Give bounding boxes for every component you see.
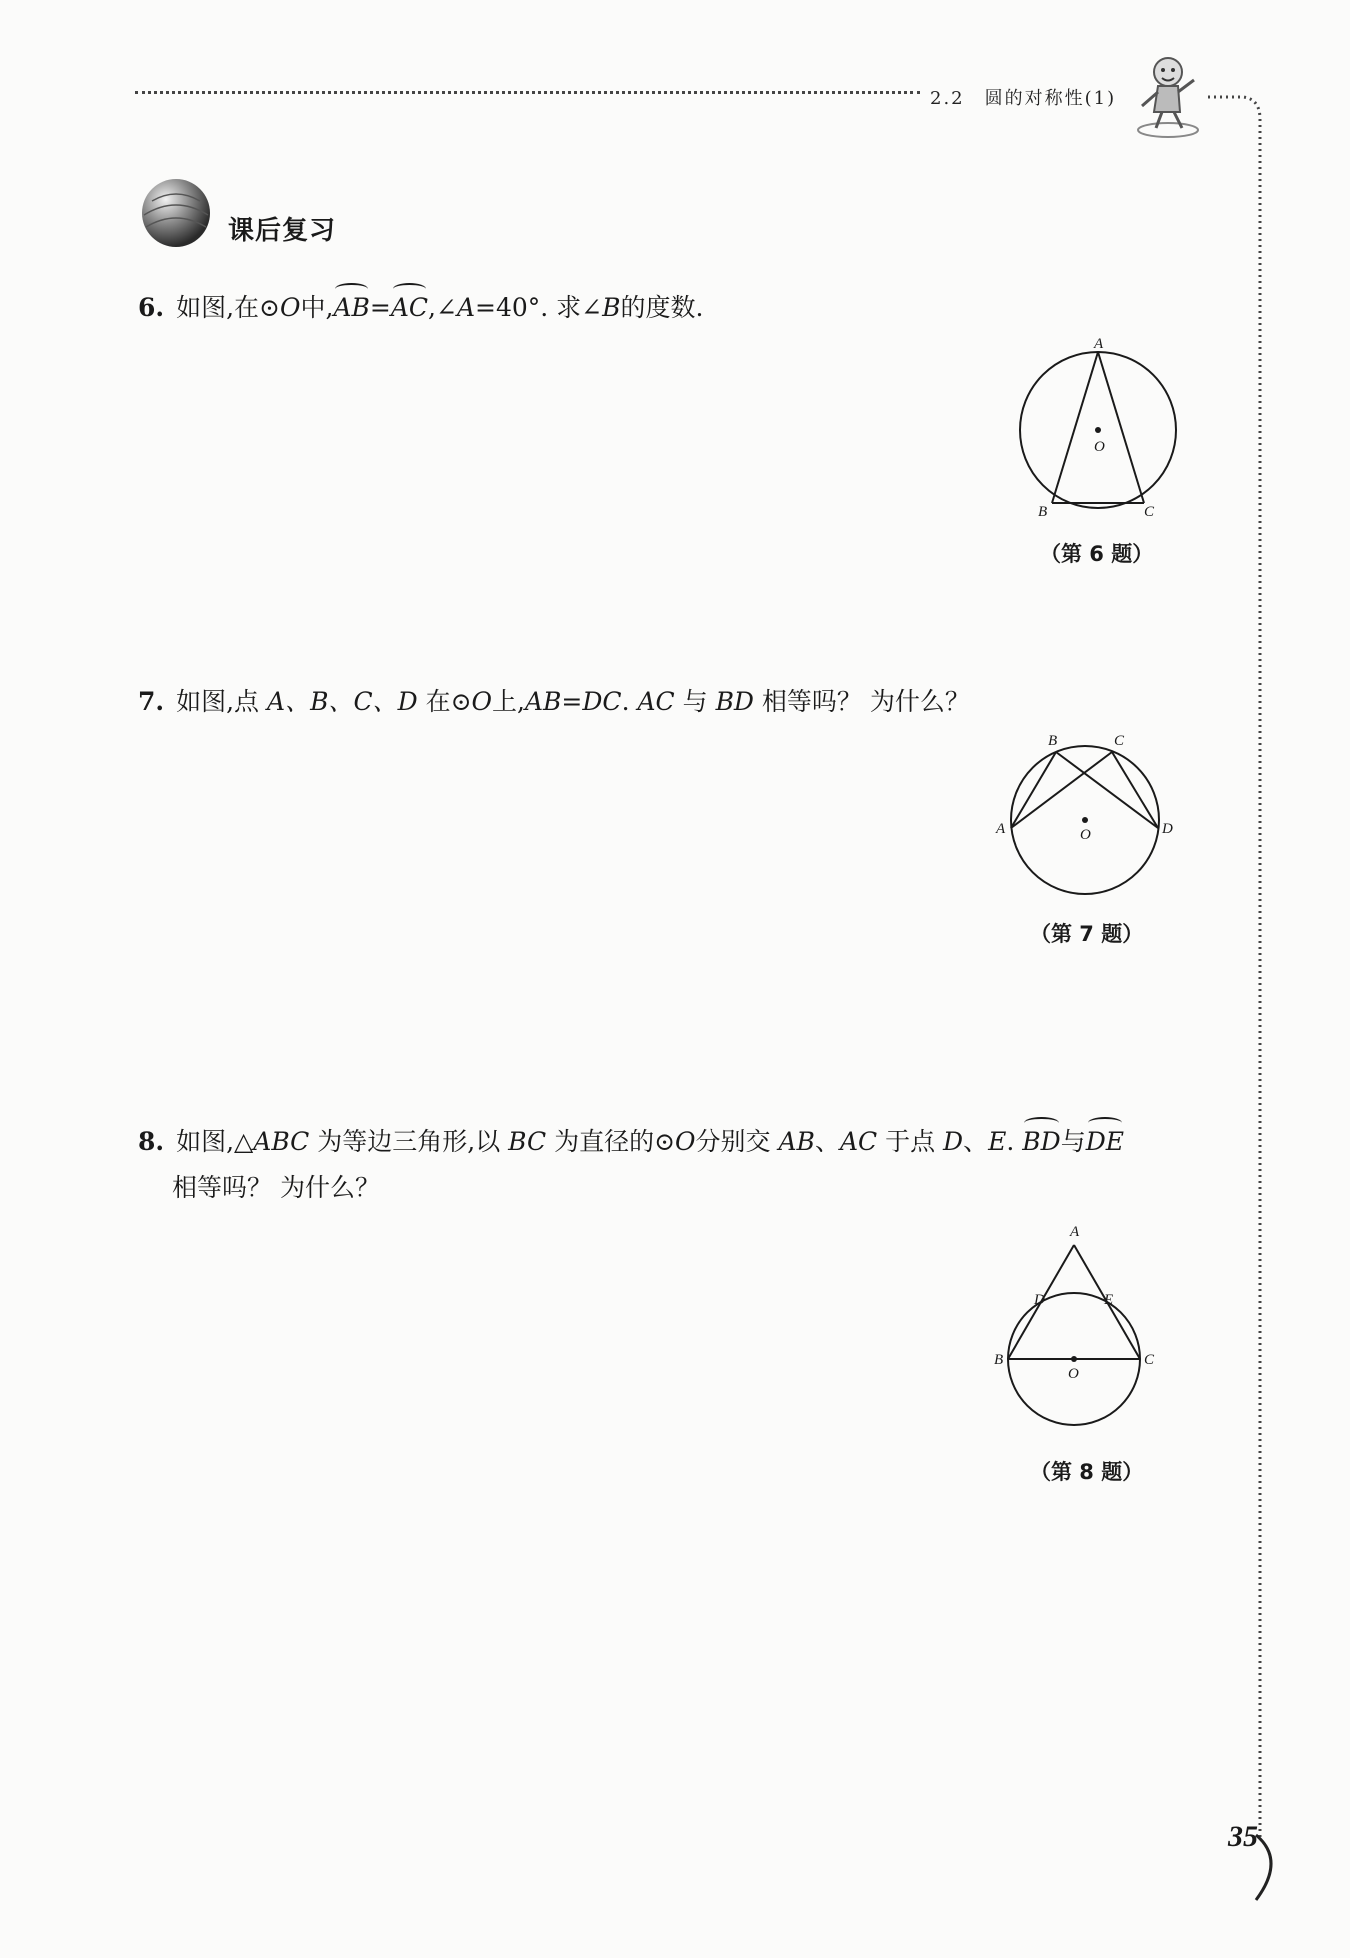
figure-6 xyxy=(1010,335,1200,525)
header-dotted-rule xyxy=(135,91,920,94)
label-b: B xyxy=(994,1352,1004,1368)
q8-text: 为等边三角形,以 xyxy=(309,1127,509,1156)
question-number: 6. xyxy=(138,293,165,322)
question-7 xyxy=(138,680,1208,724)
figure-7 xyxy=(990,725,1190,905)
label-o: O xyxy=(1080,827,1091,843)
label-o: O xyxy=(1094,439,1105,455)
label-a: A xyxy=(1070,1224,1080,1240)
q6-text: ,∠ xyxy=(428,293,457,322)
q7-o: O xyxy=(471,687,493,716)
globe-icon xyxy=(138,175,218,255)
q8-text: 分别交 xyxy=(695,1127,779,1156)
question-number: 7. xyxy=(138,687,165,716)
q6-text: 的度数. xyxy=(620,293,704,322)
question-6 xyxy=(138,286,1208,330)
q8-text: 如图,△ xyxy=(176,1127,254,1156)
label-b: B xyxy=(1038,504,1048,520)
label-c: C xyxy=(1144,504,1155,520)
q7-dc: DC xyxy=(582,687,622,716)
q7-ab: AB xyxy=(524,687,562,716)
figure-8-caption: （第 8 题） xyxy=(1030,1460,1144,1484)
q8-text: 与 xyxy=(1060,1127,1086,1156)
q7-text: 与 xyxy=(674,687,716,716)
q6-text: 如图,在⊙ xyxy=(176,293,281,322)
q7-text: 上, xyxy=(492,687,525,716)
page-number: 35 xyxy=(1228,1820,1258,1853)
label-b: B xyxy=(1048,733,1058,749)
figure-7-caption: （第 7 题） xyxy=(1030,922,1144,946)
q8-sep: 、 xyxy=(814,1127,840,1156)
q8-ab: AB xyxy=(778,1127,815,1156)
label-a: A xyxy=(1094,336,1104,352)
q6-arc-ab: AB xyxy=(333,286,369,330)
q8-o: O xyxy=(675,1127,696,1156)
label-c: C xyxy=(1144,1352,1155,1368)
label-e: E xyxy=(1104,1292,1114,1308)
margin-dotted-line xyxy=(1208,95,1278,1905)
q6-a: A xyxy=(456,293,476,322)
q8-arc-bd: BD xyxy=(1022,1120,1060,1164)
q8-sep: 、 xyxy=(963,1127,989,1156)
figure-6-caption: （第 6 题） xyxy=(1040,542,1154,566)
label-d: D xyxy=(1162,821,1173,837)
q8-text: . xyxy=(1006,1127,1023,1156)
q6-text: 中, xyxy=(300,293,334,322)
question-8 xyxy=(138,1120,1208,1164)
q8-bc: BC xyxy=(508,1127,547,1156)
figure-8 xyxy=(990,1212,1190,1442)
q6-b: B xyxy=(602,293,621,322)
q7-ac: AC xyxy=(637,687,675,716)
q7-text: 在⊙ xyxy=(417,687,472,716)
header-section-title: 2.2 圆的对称性(1) xyxy=(930,88,1117,109)
q7-eq: = xyxy=(561,687,583,716)
q7-bd: BD xyxy=(715,687,754,716)
q8-text: 于点 xyxy=(877,1127,944,1156)
q7-text: 相等吗？ 为什么？ xyxy=(753,687,970,716)
q6-arc-ac: AC xyxy=(391,286,428,330)
label-d: D xyxy=(1034,1292,1045,1308)
question-number: 8. xyxy=(138,1127,165,1156)
q6-eq: = xyxy=(369,293,391,322)
q8-abc: ABC xyxy=(253,1127,310,1156)
q6-o: O xyxy=(280,293,301,322)
q8-ac: AC xyxy=(839,1127,878,1156)
q8-arc-de: DE xyxy=(1086,1120,1124,1164)
label-c: C xyxy=(1114,733,1125,749)
q7-text: 如图,点 xyxy=(176,687,268,716)
q6-text: =40°. 求∠ xyxy=(475,293,603,322)
section-title: 课后复习 xyxy=(228,216,337,246)
q8-d: D xyxy=(943,1127,964,1156)
label-o: O xyxy=(1068,1366,1079,1382)
q8-text: 为直径的⊙ xyxy=(546,1127,676,1156)
q7-points: A、B、C、D xyxy=(267,687,418,716)
q7-text: . xyxy=(621,687,638,716)
mascot-icon xyxy=(1128,50,1206,140)
q8-e: E xyxy=(988,1127,1007,1156)
question-8-line-2: 相等吗？ 为什么？ xyxy=(172,1173,380,1202)
label-a: A xyxy=(996,821,1006,837)
